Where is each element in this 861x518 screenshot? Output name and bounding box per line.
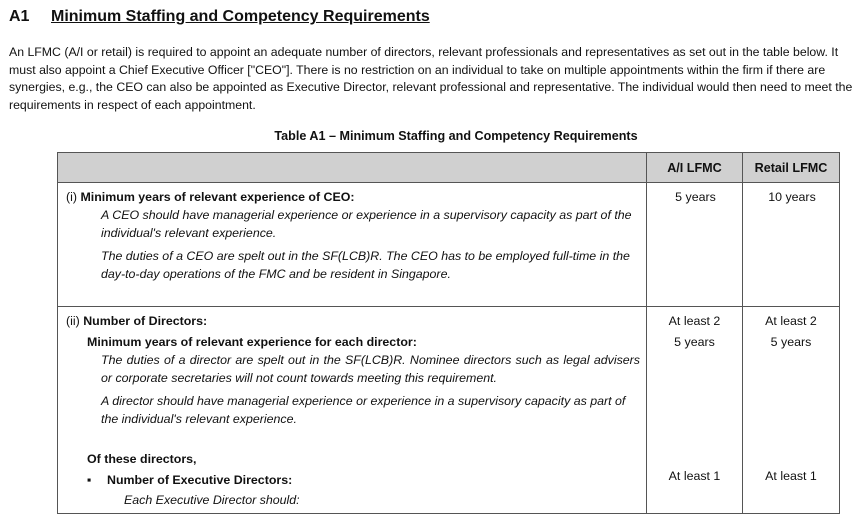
of-these-directors: Of these directors,	[87, 452, 197, 466]
ceo-retail-value: 10 years	[768, 190, 816, 204]
directors-experience-label: Minimum years of relevant experience for each director:	[87, 335, 417, 349]
directors-ai-years: 5 years	[674, 335, 715, 349]
directors-ai-count: At least 2	[668, 314, 721, 328]
directors-duties-note: The duties of a director are spelt out in the SF(LCB)R. Nominee directors such as legal advisers or corporate secretaries will not count towards meeting this requirement.	[101, 353, 640, 385]
table-caption: Table A1 – Minimum Staffing and Competency Requirements	[274, 129, 638, 143]
ceo-duties-note: The duties of a CEO are spelt out in the SF(LCB)R. The CEO has to be employed full-time in the day-to-day operations of the FMC and be resident in Singapore.	[101, 249, 630, 281]
executive-directors-item	[66, 471, 640, 489]
table-row-directors	[58, 307, 840, 514]
ceo-marker: (i)	[66, 190, 78, 204]
table-header-row	[58, 153, 840, 183]
section-number: A1	[9, 8, 30, 25]
ceo-requirement-cell	[58, 183, 647, 307]
intro-paragraph: An LFMC (A/I or retail) is required to appoint an adequate number of directors, relevant professionals and representatives as set out in the table below. It must also appoint a Chief Executive Officer ["CEO"]. There is no restriction on an individual to take on multiple appointments within the firm if there are synergies, e.g., the CEO can also be appointed as Executive Director, relevant professional and representative. The individual would then need to meet the requirements in respect of each appointment.	[9, 45, 853, 112]
ceo-managerial-note: A CEO should have managerial experience or experience in a supervisory capacity as part of the individual's relevant experience.	[101, 208, 632, 240]
directors-retail-years: 5 years	[770, 335, 812, 349]
header-ai-lfmc: A/I LFMC	[647, 153, 743, 183]
requirements-table	[57, 152, 840, 514]
executive-directors-label: Number of Executive Directors:	[107, 473, 293, 487]
directors-managerial-note: A director should have managerial experience or experience in a supervisory capacity as part of the individual's relevant experience.	[101, 394, 626, 426]
exec-directors-retail-count: At least 1	[765, 469, 817, 483]
header-blank-cell	[58, 153, 647, 183]
table-row-ceo	[58, 183, 840, 307]
ceo-label: Minimum years of relevant experience of CEO:	[80, 190, 355, 204]
bullet-icon: ▪	[87, 473, 92, 487]
directors-ai-cell	[647, 307, 743, 514]
ceo-ai-value: 5 years	[675, 190, 716, 204]
section-title: Minimum Staffing and Competency Requirements	[51, 8, 430, 25]
directors-requirement-cell	[58, 307, 647, 514]
directors-label: Number of Directors:	[83, 314, 208, 328]
ceo-ai-cell	[647, 183, 743, 307]
directors-retail-count: At least 2	[765, 314, 817, 328]
section-heading	[9, 8, 430, 26]
directors-marker: (ii)	[66, 314, 80, 328]
header-retail-lfmc: Retail LFMC	[743, 153, 840, 183]
ceo-retail-cell	[743, 183, 840, 307]
exec-directors-ai-count: At least 1	[668, 469, 721, 483]
executive-director-should: Each Executive Director should:	[124, 493, 300, 507]
directors-retail-cell	[743, 307, 840, 514]
